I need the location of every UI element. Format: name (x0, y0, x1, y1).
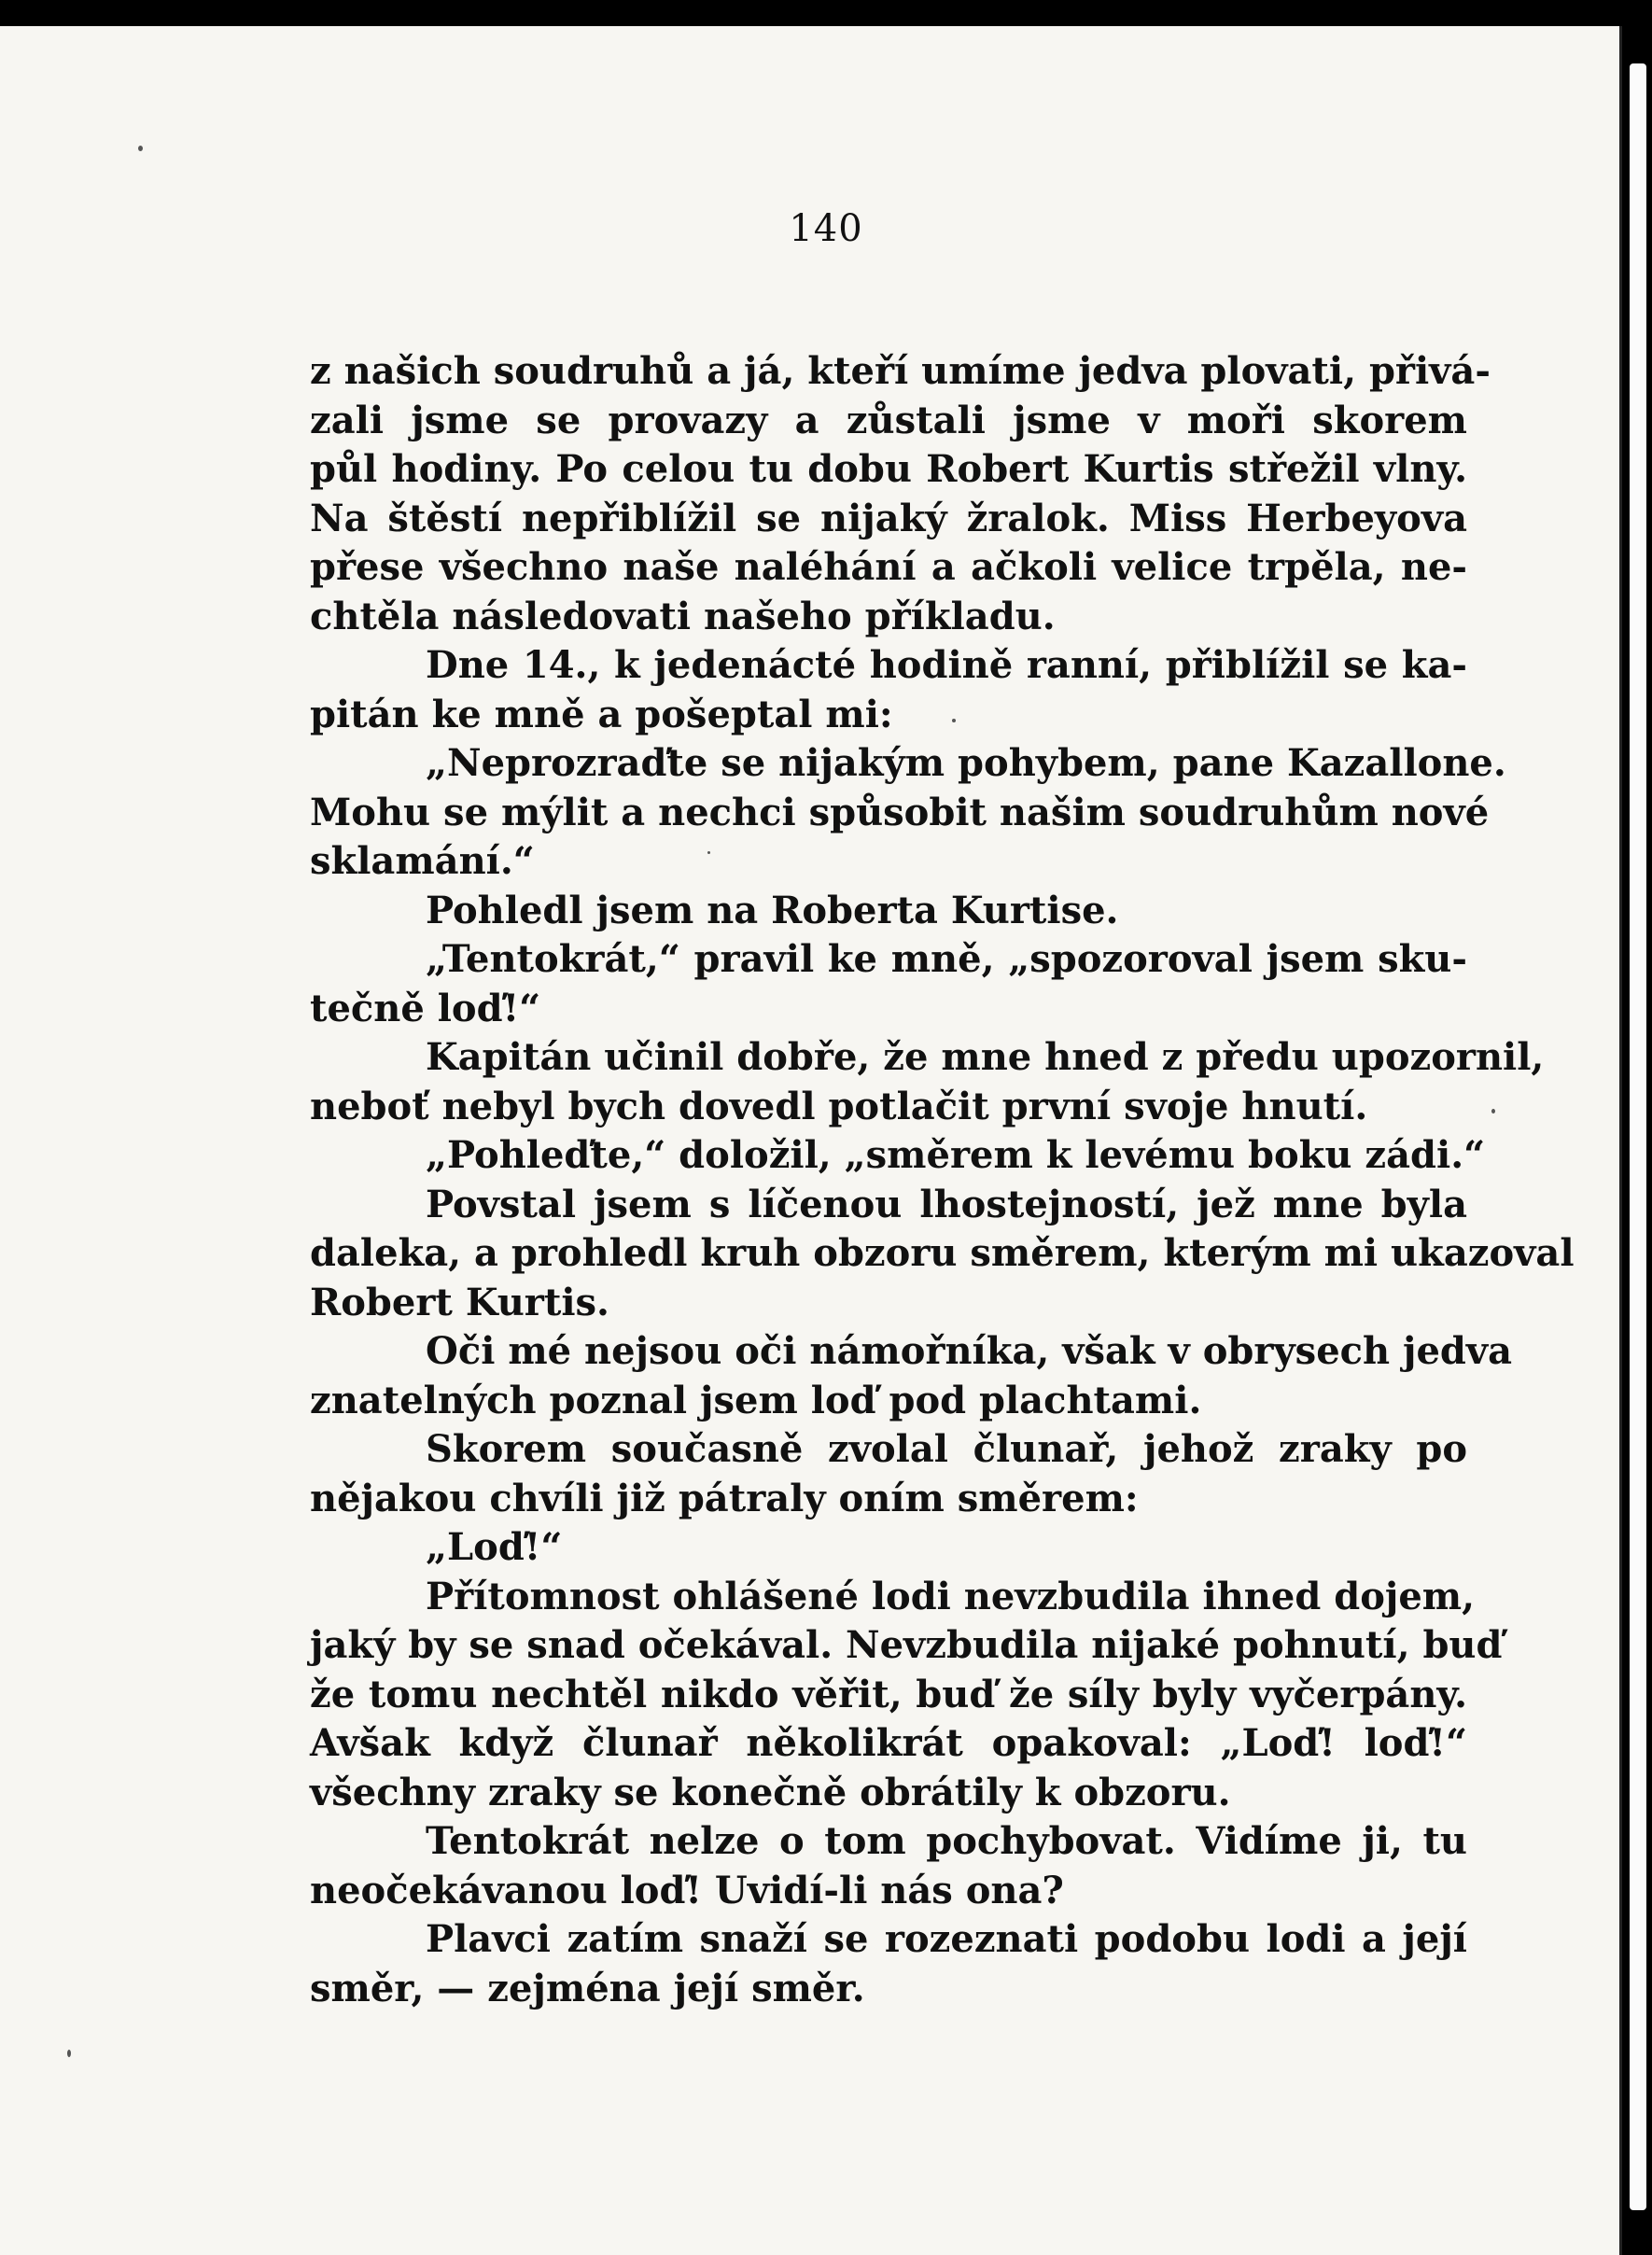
text-line: pitán ke mně a pošeptal mi: (310, 692, 893, 736)
text-line: „Pohleďte,“ doložil, „směrem k levému boku zádi.“ (426, 1133, 1486, 1177)
text-line: „Neprozraďte se nijakým pohybem, pane Kazallone. (426, 741, 1506, 785)
text-line: chtěla následovati našeho příkladu. (310, 594, 1056, 638)
body-text (310, 347, 1575, 2013)
text-line: Avšak když člunař několikrát opakoval: „Loď! loď!“ (310, 1721, 1467, 1765)
text-line: přese všechno naše naléhání a ačkoli velice trpěla, ne- (310, 545, 1467, 589)
text-line: daleka, a prohledl kruh obzoru směrem, kterým mi ukazoval (310, 1231, 1575, 1275)
text-line: půl hodiny. Po celou tu dobu Robert Kurtis střežil vlny. (310, 447, 1467, 491)
scan-speck (138, 146, 143, 151)
text-line: zali jsme se provazy a zůstali jsme v moři skorem (310, 398, 1467, 442)
text-line: Skorem současně zvolal člunař, jehož zraky po (426, 1427, 1467, 1471)
text-line: Na štěstí nepřiblížil se nijaký žralok. Miss Herbeyova (310, 496, 1467, 540)
text-line: nějakou chvíli již pátraly oním směrem: (310, 1476, 1139, 1520)
text-line: že tomu nechtěl nikdo věřit, buď že síly byly vyčerpány. (310, 1672, 1467, 1716)
next-page-edge (1630, 63, 1646, 2210)
text-line: Plavci zatím snaží se rozeznati podobu lodi a její (426, 1917, 1467, 1961)
text-line: sklamání.“ (310, 839, 535, 883)
text-line: Dne 14., k jedenácté hodině ranní, přiblížil se ka- (426, 643, 1467, 687)
text-line: Oči mé nejsou oči námořníka, však v obrysech jedva (426, 1329, 1513, 1373)
text-line: „Loď!“ (426, 1525, 563, 1569)
scan-speck (67, 2050, 71, 2057)
scan-border-right (1622, 26, 1652, 2255)
text-line: směr, — zejména její směr. (310, 1966, 865, 2010)
text-line: Přítomnost ohlášené lodi nevzbudila ihned dojem, (426, 1574, 1476, 1618)
text-line: „Tentokrát,“ pravil ke mně, „spozoroval jsem sku- (426, 937, 1467, 981)
text-line: Mohu se mýlit a nechci spůsobit našim soudruhům nové (310, 790, 1490, 834)
page-number: 140 (789, 207, 863, 250)
text-line: jaký by se snad očekával. Nevzbudila nijaké pohnutí, buď (310, 1623, 1503, 1667)
text-line: z našich soudruhů a já, kteří umíme jedva plovati, přivá- (310, 349, 1491, 393)
text-line: Tentokrát nelze o tom pochybovat. Vidíme ji, tu (426, 1819, 1467, 1863)
text-line: tečně loď!“ (310, 986, 541, 1030)
text-line: znatelných poznal jsem loď pod plachtami. (310, 1378, 1202, 1422)
text-line: Kapitán učinil dobře, že mne hned z předu upozornil, (426, 1035, 1545, 1079)
text-line: neboť nebyl bych dovedl potlačit první svoje hnutí. (310, 1084, 1368, 1128)
text-line: Povstal jsem s líčenou lhostejností, jež mne byla (426, 1182, 1467, 1226)
text-line: Robert Kurtis. (310, 1280, 609, 1324)
text-line: Pohledl jsem na Roberta Kurtise. (426, 888, 1119, 932)
scan-speck (1491, 1109, 1495, 1113)
text-line: všechny zraky se konečně obrátily k obzoru. (310, 1770, 1231, 1814)
text-line: neočekávanou loď! Uvidí-li nás ona? (310, 1868, 1064, 1912)
